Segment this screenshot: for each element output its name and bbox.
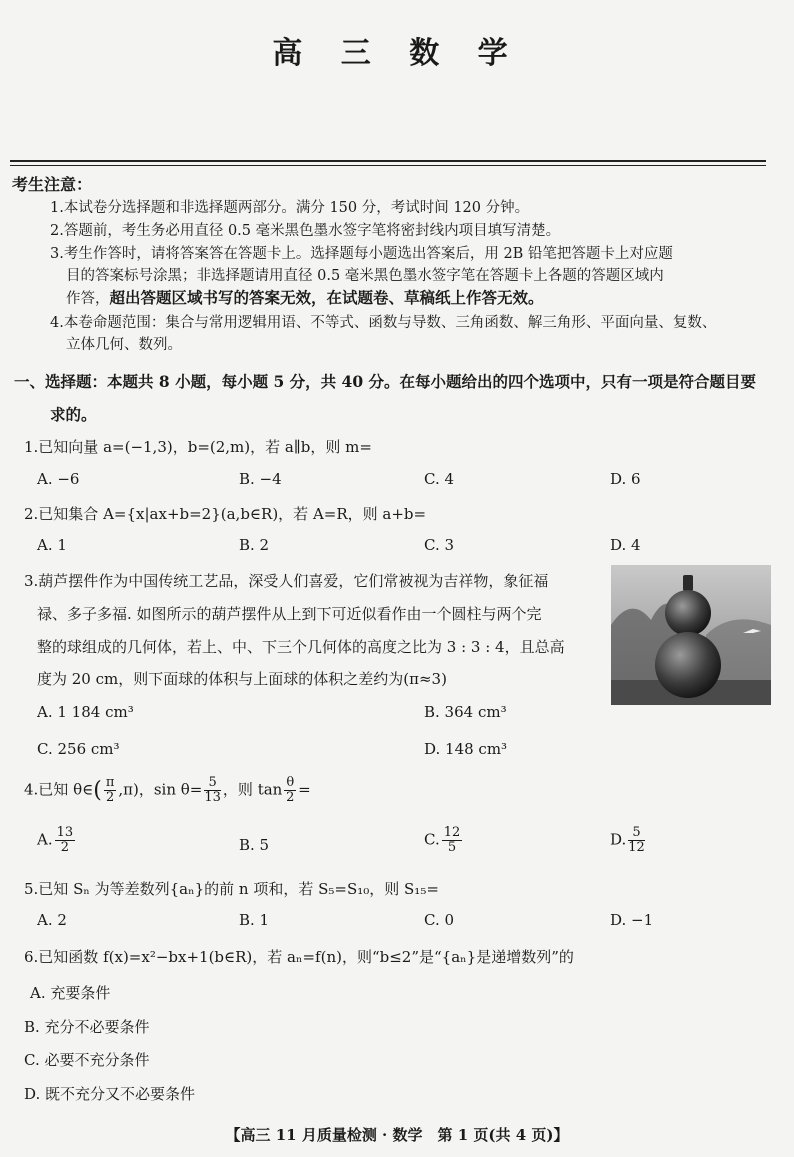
notice-heading: 考生注意： <box>12 175 93 194</box>
q4-option-c-label: C. <box>424 830 440 849</box>
q4-option-a-num: 13 <box>56 825 74 840</box>
q4-interval-left: ( <box>93 778 102 803</box>
q3-option-a: A. 1 184 cm³ <box>37 703 134 721</box>
q4-option-d-fraction <box>628 826 645 855</box>
q1-option-c: C. 4 <box>424 470 455 488</box>
q4-equals: = <box>298 780 311 799</box>
q5-option-a: A. 2 <box>37 911 67 929</box>
question-4-stem <box>24 776 311 805</box>
q4-sin-num: 5 <box>204 776 221 791</box>
q4-option-d-num: 5 <box>628 826 645 841</box>
q2-option-c: C. 3 <box>424 536 455 554</box>
q4-sin-fraction <box>204 776 221 805</box>
q5-option-c: C. 0 <box>424 911 455 929</box>
section-heading-line-2: 求的。 <box>50 405 97 424</box>
notice-line-2: 2.答题前，考生务必用直径 0.5 毫米黑色墨水签字笔将密封线内项目填写清楚。 <box>50 223 561 239</box>
divider-thick <box>10 160 766 162</box>
q6-option-a: A. 充要条件 <box>30 984 111 1002</box>
question-5-stem: 5.已知 Sₙ 为等差数列{aₙ}的前 n 项和，若 S₅=S₁₀，则 S₁₅= <box>24 880 439 898</box>
q4-option-d-label: D. <box>610 830 627 849</box>
q4-option-b: B. 5 <box>239 836 270 854</box>
q5-option-d: D. −1 <box>610 911 654 929</box>
q1-option-b: B. −4 <box>239 470 282 488</box>
q4-pi: π <box>105 775 115 790</box>
question-1-stem: 1.已知向量 a=(−1,3)，b=(2,m)，若 a∥b，则 m= <box>24 438 372 456</box>
q3-option-d: D. 148 cm³ <box>424 740 508 758</box>
q4-half-den: 2 <box>286 790 295 805</box>
page-footer: 【高三 11 月质量检测 · 数学 第 1 页(共 4 页)】 <box>225 1126 569 1144</box>
q4-option-c-fraction <box>442 826 463 855</box>
question-3-line-4: 度为 20 cm，则下面球的体积与上面球的体积之差约为(π≈3) <box>37 670 447 688</box>
q3-option-c: C. 256 cm³ <box>37 740 120 758</box>
q4-sin-text: ，sin θ= <box>138 780 203 799</box>
notice-line-5-plain: 作答， <box>66 291 110 307</box>
q4-option-a-fraction <box>55 826 76 855</box>
q4-option-a-label: A. <box>37 830 53 849</box>
section-heading-line-1: 一、选择题：本题共 8 小题，每小题 5 分，共 40 分。在每小题给出的四个选项中，只有一项是符合题目要 <box>14 372 757 391</box>
question-3-line-2: 禄、多子多福. 如图所示的葫芦摆件从上到下可近似看作由一个圆柱与两个完 <box>37 605 542 623</box>
question-3-line-3: 整的球组成的几何体，若上、中、下三个几何体的高度之比为 3 : 3 : 4，且总高 <box>37 638 565 656</box>
q4-sin-den: 13 <box>204 790 221 805</box>
notice-line-5 <box>66 286 544 308</box>
notice-line-1: 1.本试卷分选择题和非选择题两部分。满分 150 分，考试时间 120 分钟。 <box>50 200 530 216</box>
notice-line-4: 目的答案标号涂黑；非选择题请用直径 0.5 毫米黑色墨水签字笔在答题卡上各题的答题区域内 <box>66 268 664 284</box>
q4-half-theta-fraction <box>284 776 296 805</box>
page-title: 高 三 数 学 <box>272 36 522 71</box>
question-2-stem: 2.已知集合 A={x|ax+b=2}(a,b∈R)，若 A=R，则 a+b= <box>24 505 427 523</box>
q1-option-d: D. 6 <box>610 470 641 488</box>
q6-option-d: D. 既不充分又不必要条件 <box>24 1085 196 1103</box>
gourd-ornament-image <box>611 565 771 705</box>
divider-thin <box>10 165 766 166</box>
q6-option-c: C. 必要不充分条件 <box>24 1051 150 1069</box>
q6-option-b: B. 充分不必要条件 <box>24 1018 150 1036</box>
q4-tan-text: ，则 tan <box>222 780 283 799</box>
notice-line-3: 3.考生作答时，请将答案答在答题卡上。选择题每小题选出答案后，用 2B 铅笔把答题卡上对应题 <box>50 246 673 262</box>
q1-option-a: A. −6 <box>37 470 80 488</box>
q5-option-b: B. 1 <box>239 911 270 929</box>
q4-option-a-den: 2 <box>60 840 70 855</box>
q2-option-a: A. 1 <box>37 536 67 554</box>
q2-option-b: B. 2 <box>239 536 270 554</box>
notice-line-7: 立体几何、数列。 <box>66 337 182 353</box>
q2-option-d: D. 4 <box>610 536 641 554</box>
q4-option-c-num: 12 <box>443 825 461 840</box>
q4-option-c <box>424 826 464 855</box>
q4-pi-over-2-fraction <box>104 776 117 805</box>
q4-option-d-den: 12 <box>628 840 645 855</box>
question-6-stem: 6.已知函数 f(x)=x²−bx+1(b∈R)，若 aₙ=f(n)，则“b≤2”是“{aₙ}是递增数列”的 <box>24 948 574 966</box>
notice-line-5-bold: 超出答题区域书写的答案无效，在试题卷、草稿纸上作答无效。 <box>109 288 544 307</box>
notice-line-6: 4.本卷命题范围：集合与常用逻辑用语、不等式、函数与导数、三角函数、解三角形、平面向量、复数、 <box>50 315 717 331</box>
q4-option-a <box>37 826 77 855</box>
q3-option-b: B. 364 cm³ <box>424 703 507 721</box>
q4-theta: θ <box>286 775 295 790</box>
q4-prefix: 4.已知 θ∈ <box>24 780 94 799</box>
q4-option-d <box>610 826 647 855</box>
question-3-line-1: 3.葫芦摆件作为中国传统工艺品，深受人们喜爱，它们常被视为吉祥物，象征福 <box>24 572 549 590</box>
q4-two: 2 <box>105 790 115 805</box>
q4-interval-right: ,π) <box>118 780 139 799</box>
q4-option-c-den: 5 <box>447 840 457 855</box>
